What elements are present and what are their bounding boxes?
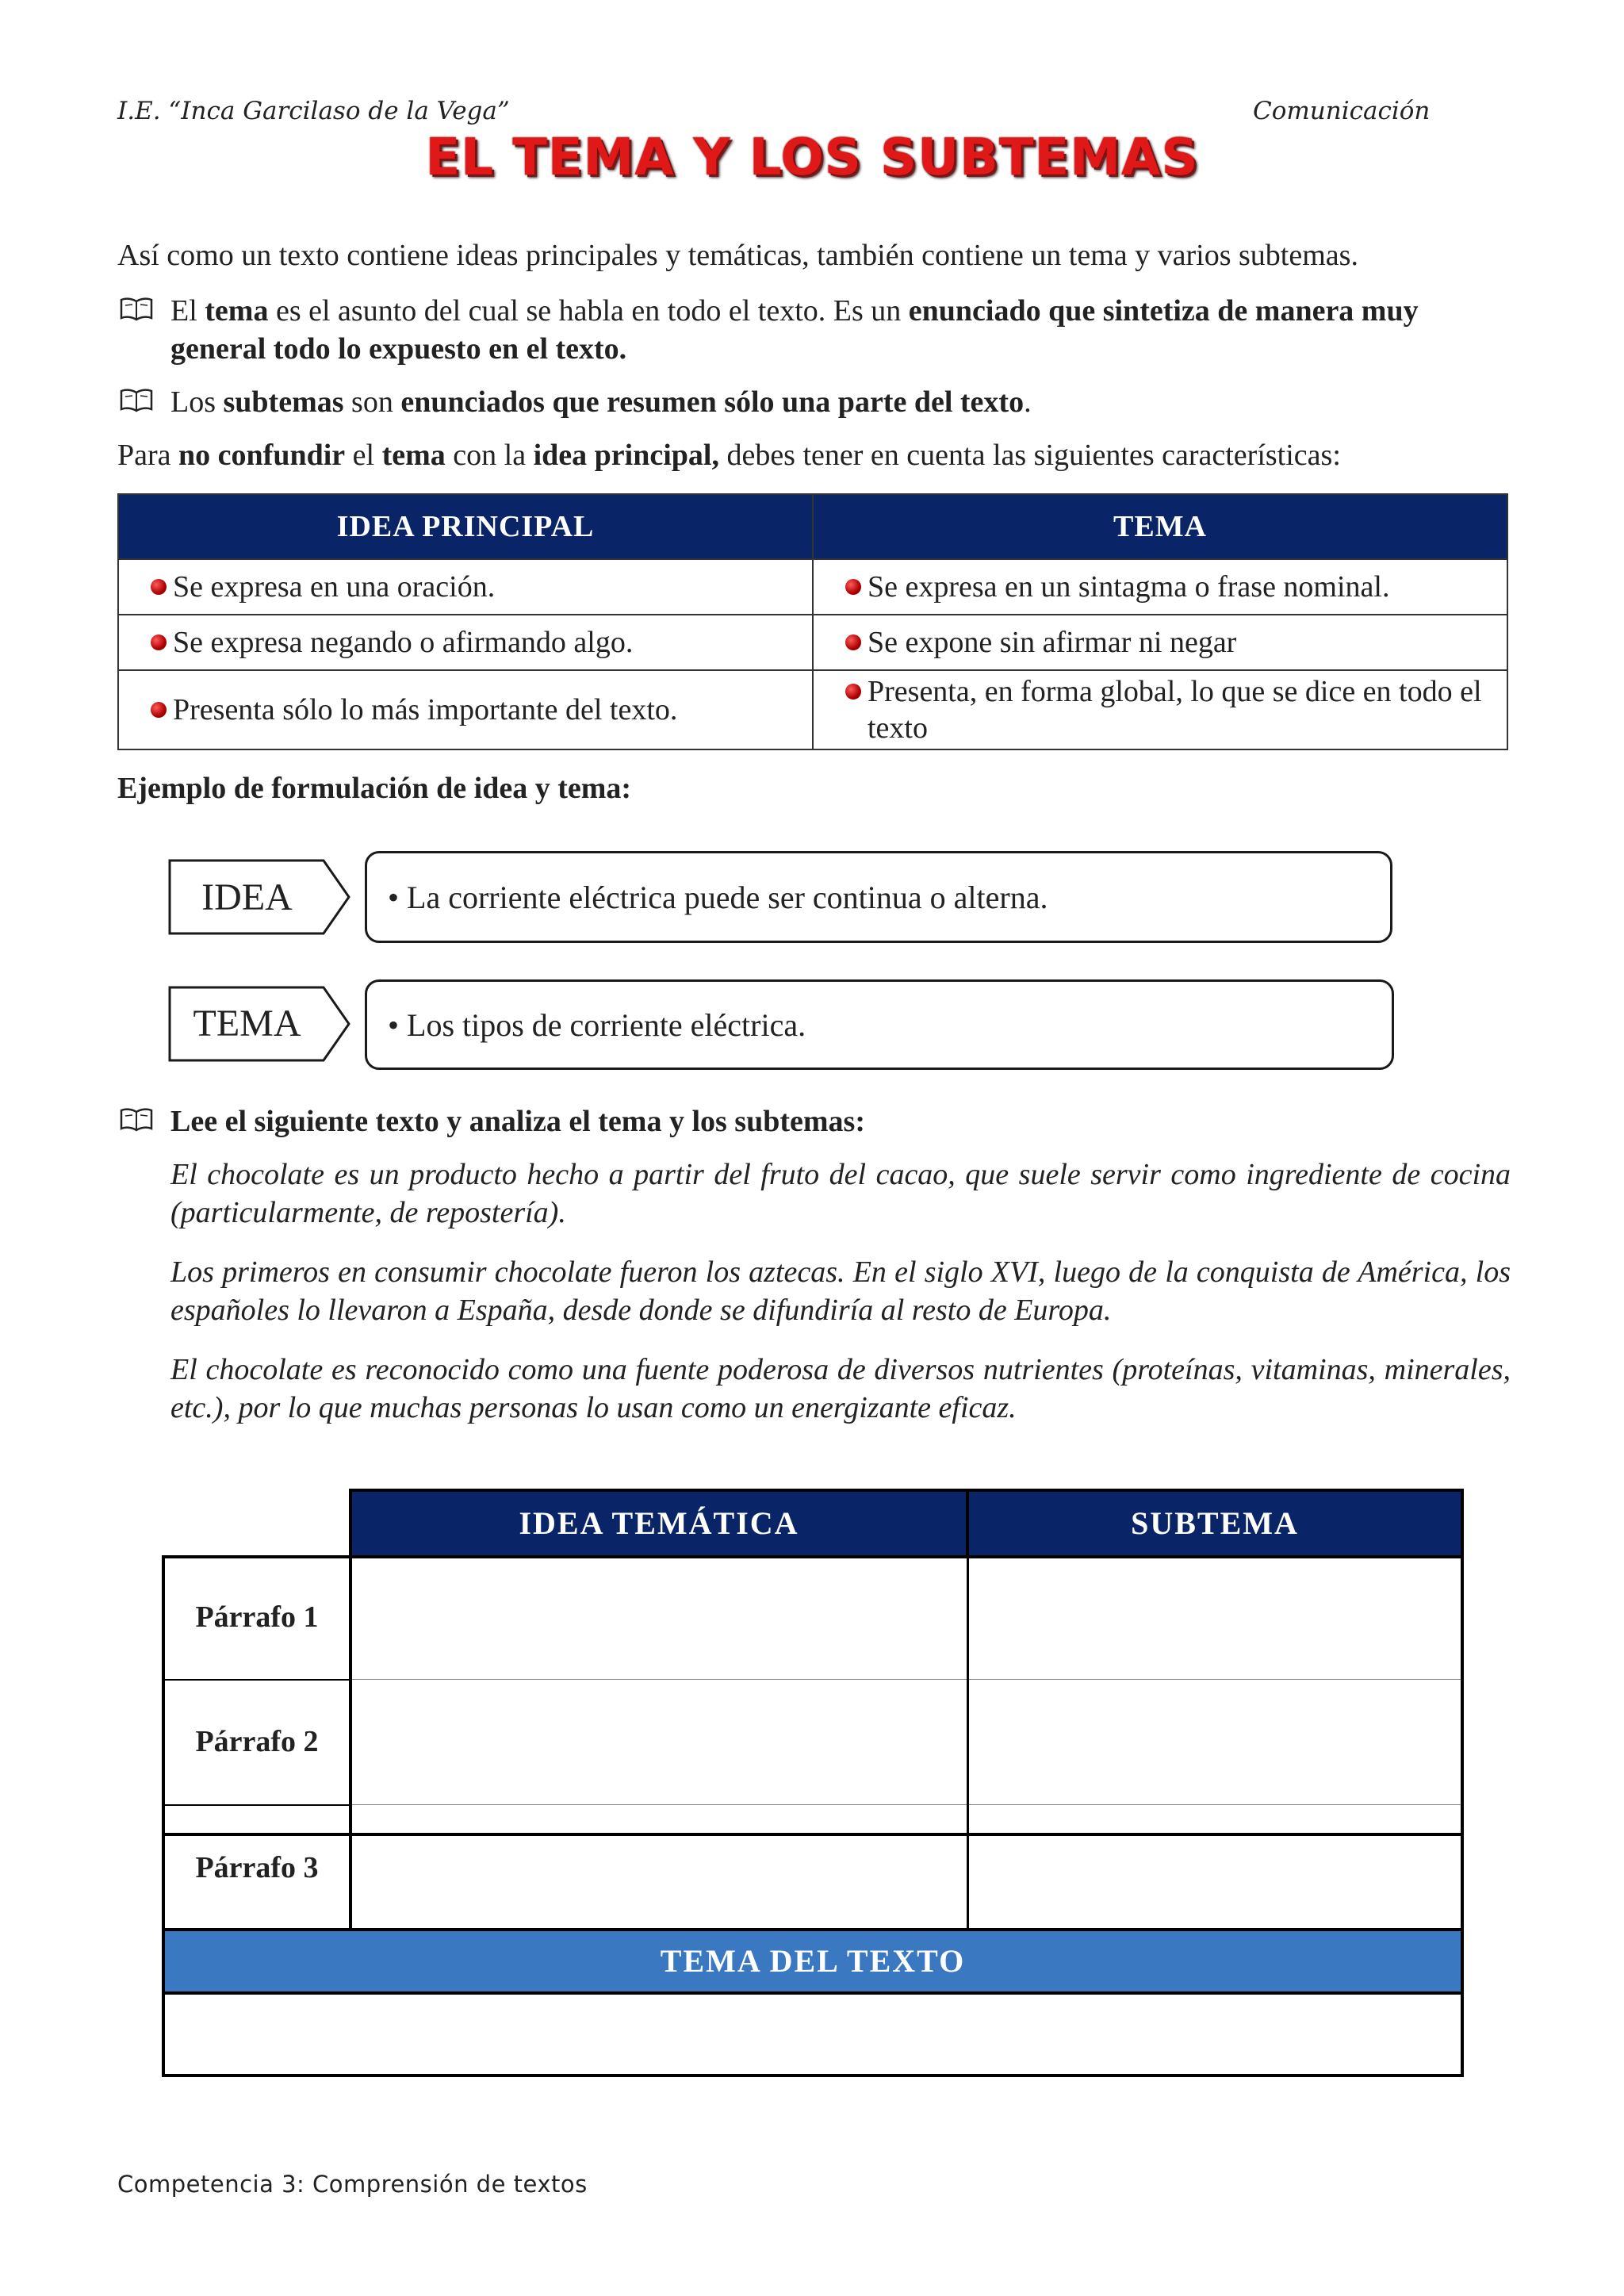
subtema-cell-3[interactable] [969, 1806, 1461, 1928]
table-cell: Se expresa en un sintagma o frase nominal. [813, 559, 1507, 615]
column-header: TEMA [813, 494, 1507, 559]
subtema-cell-1[interactable] [969, 1557, 1461, 1677]
table-cell: Se expresa negando o afirmando algo. [118, 615, 813, 670]
table-cell: Se expone sin afirmar ni negar [813, 615, 1507, 670]
column-header-subtema: SUBTEMA [966, 1489, 1464, 1558]
bullet-dot-icon [845, 684, 861, 700]
comparison-table [117, 493, 1508, 750]
analysis-table [162, 1489, 1464, 2079]
book-icon [119, 297, 154, 321]
intro-paragraph: Así como un texto contiene ideas principales y temáticas, también contiene un tema y varios subtemas. [117, 239, 1358, 272]
reading-paragraph-1: El chocolate es un producto hecho a partir del fruto del cacao, que suele servir como ingrediente de cocina (particularmente, de repostería). [170, 1158, 1511, 1229]
table-row [118, 615, 1507, 670]
bullet-dot-icon [151, 579, 167, 595]
tema-del-texto-header: TEMA DEL TEXTO [162, 1928, 1464, 1995]
distinction-note: Para no confundir el tema con la idea principal, debes tener en cuenta las siguientes características: [117, 439, 1341, 472]
book-icon [119, 389, 154, 412]
page-title: EL TEMA Y LOS SUBTEMAS [425, 128, 1199, 187]
idea-tag-label: IDEA [201, 876, 293, 918]
tema-tag-label: TEMA [193, 1002, 301, 1045]
school-name: I.E. “Inca Garcilaso de la Vega” [117, 97, 510, 125]
table-cell: Se expresa en una oración. [118, 559, 813, 615]
row-label: Párrafo 2 [195, 1725, 319, 1758]
subtemas-definition: Los subtemas son enunciados que resumen sólo una parte del texto. [170, 385, 1032, 419]
column-header: IDEA PRINCIPAL [118, 494, 813, 559]
idea-tematica-cell-2[interactable] [352, 1681, 966, 1803]
subject-name: Comunicación [1253, 97, 1431, 125]
bullet-dot-icon [151, 634, 167, 650]
row-label: Párrafo 3 [195, 1851, 319, 1884]
tema-del-texto-cell[interactable] [162, 1991, 1464, 2077]
idea-tematica-cell-3[interactable] [352, 1806, 966, 1928]
idea-tematica-cell-1[interactable] [352, 1557, 966, 1677]
column-header-idea-tematica: IDEA TEMÁTICA [349, 1489, 969, 1558]
table-row [118, 670, 1507, 749]
bullet-dot-icon [151, 702, 167, 718]
subtema-cell-2[interactable] [969, 1681, 1461, 1803]
book-icon [119, 1108, 154, 1132]
table-row [118, 559, 1507, 615]
bullet-dot-icon [845, 579, 861, 595]
table-cell: Presenta, en forma global, lo que se dice en todo el texto [813, 670, 1507, 749]
bullet-dot-icon [845, 634, 861, 650]
tema-definition: El tema es el asunto del cual se habla en todo el texto. Es un enunciado que sintetiza de manera muy general todo lo expuesto en el texto. [170, 294, 1419, 366]
row-label: Párrafo 1 [195, 1600, 319, 1634]
idea-example-box: • La corriente eléctrica puede ser continua o alterna. [365, 851, 1392, 943]
reading-paragraph-3: El chocolate es reconocido como una fuente poderosa de diversos nutrientes (proteínas, vitaminas, minerales, etc.), por lo que muchas personas lo usan como un energizante eficaz. [170, 1353, 1511, 1424]
tema-example-box: • Los tipos de corriente eléctrica. [365, 979, 1394, 1070]
page-footer: Competencia 3: Comprensión de textos [117, 2171, 588, 2198]
table-cell: Presenta sólo lo más importante del texto. [118, 670, 813, 749]
reading-paragraph-2: Los primeros en consumir chocolate fueron los aztecas. En el siglo XVI, luego de la conquista de América, los españoles lo llevaron a España, desde donde se difundiría al resto de Europa. [170, 1255, 1511, 1327]
example-heading: Ejemplo de formulación de idea y tema: [117, 772, 632, 805]
reading-instruction: Lee el siguiente texto y analiza el tema y los subtemas: [170, 1105, 865, 1138]
